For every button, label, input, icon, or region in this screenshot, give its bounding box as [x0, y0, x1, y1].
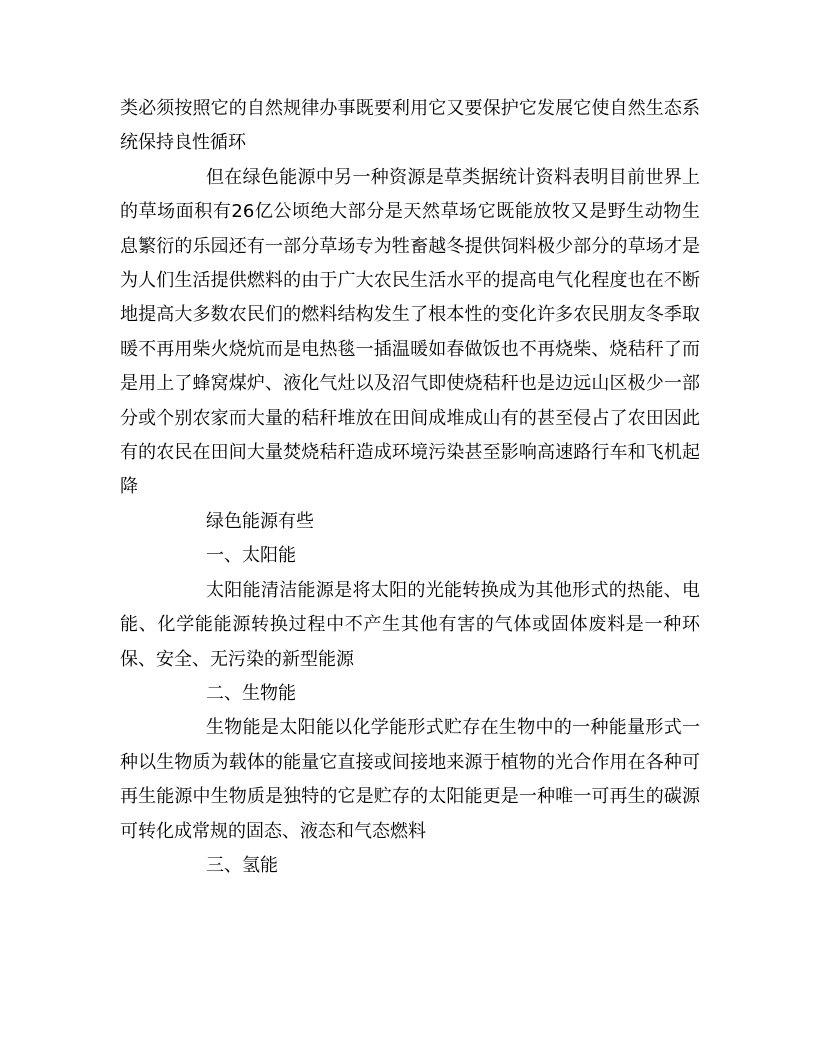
heading-solar-energy: 一、太阳能: [206, 545, 296, 567]
heading-hydrogen-energy: 三、氢能: [206, 854, 278, 876]
paragraph-ecosystem-conclusion: 类必须按照它的自然规律办事既要利用它又要保护它发展它使自然生态系统保持良性循环: [120, 98, 700, 154]
document-page: [120, 92, 700, 883]
paragraph-solar-energy: 太阳能清洁能源是将太阳的光能转换成为其他形式的热能、电能、化学能能源转换过程中不产生其他有害的气体或固体废料是一种环保、安全、无污染的新型能源: [120, 579, 700, 670]
paragraph-green-energy-types: 绿色能源有些: [206, 510, 314, 532]
heading-bioenergy: 二、生物能: [206, 682, 296, 704]
paragraph-grassland-energy: 但在绿色能源中另一种资源是草类据统计资料表明目前世界上的草场面积有26亿公顷绝大部分是天然草场它既能放牧又是野生动物生息繁衍的乐园还有一部分草场专为牲畜越冬提供饲料极少部分的草场才是为人们生活提供燃料的由于广大农民生活水平的提高电气化程度也在不断地提高大多数农民们的燃料结构发生了根本性的变化许多农民朋友冬季取暖不再用柴火烧炕而是电热毯一插温暖如春做饭也不再烧柴、烧秸秆了而是用上了蜂窝煤炉、液化气灶以及沼气即使烧秸秆也是边远山区极少一部分或个别农家而大量的秸秆堆放在田间成堆成山有的甚至侵占了农田因此有的农民在田间大量焚烧秸秆造成环境污染甚至影响高速路行车和飞机起降: [120, 166, 700, 498]
paragraph-bioenergy: 生物能是太阳能以化学能形式贮存在生物中的一种能量形式一种以生物质为载体的能量它直接或间接地来源于植物的光合作用在各种可再生能源中生物质是独特的它是贮存的太阳能更是一种唯一可再生的碳源可转化成常规的固态、液态和气态燃料: [120, 717, 700, 842]
